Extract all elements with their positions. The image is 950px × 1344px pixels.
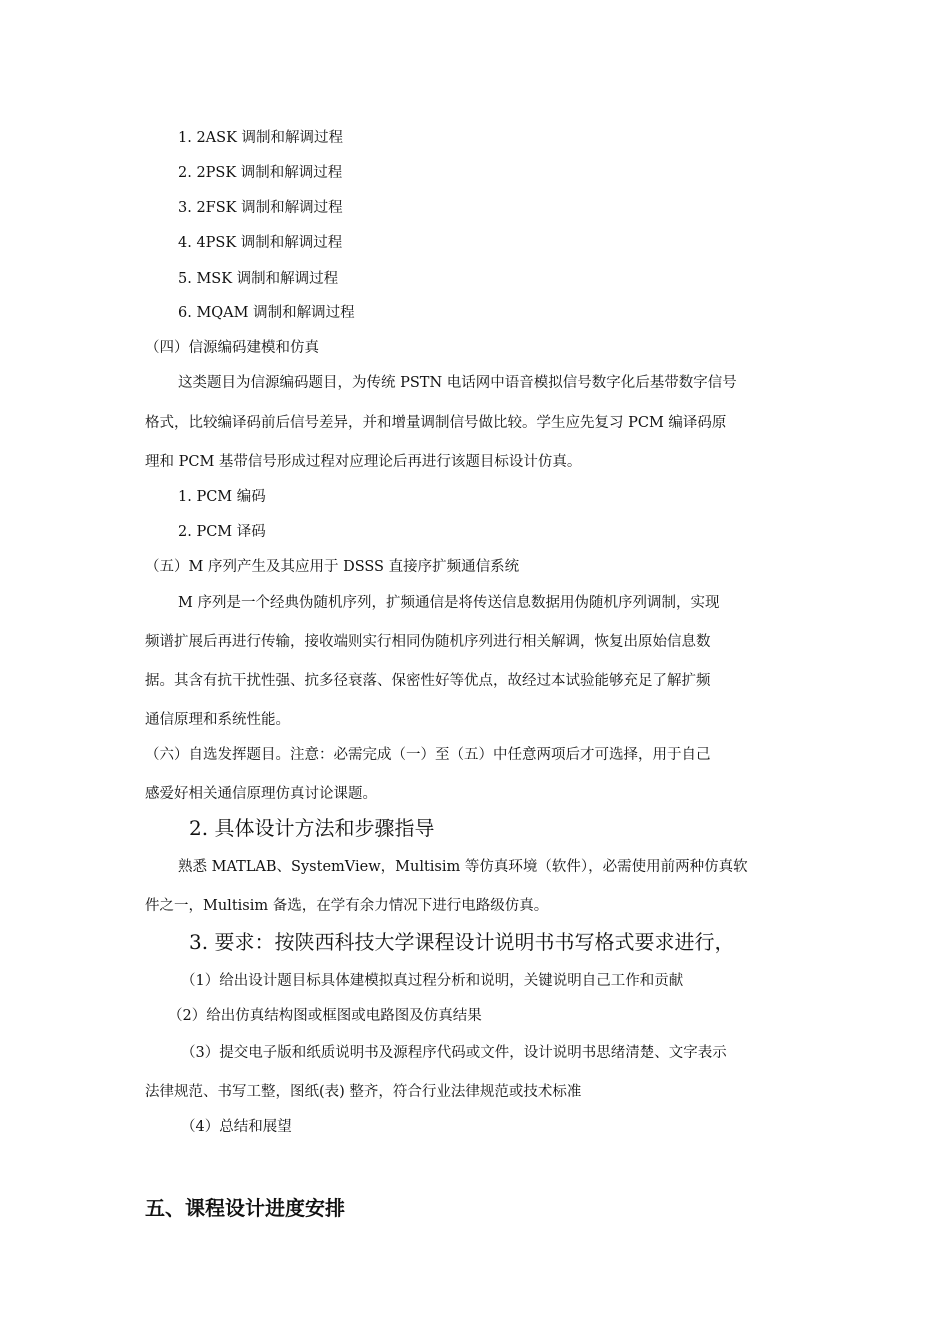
paragraph-line: 据。其含有抗干扰性强、抗多径衰落、保密性好等优点，故经过本试验能够充足了解扩频 [145, 673, 711, 689]
paragraph-line: 格式，比较编译码前后信号差异，并和增量调制信号做比较。学生应先复习 PCM 编译码原 [145, 415, 727, 431]
paragraph-line: 频谱扩展后再进行传输，接收端则实行相同伪随机序列进行相关解调，恢复出原始信息数 [145, 634, 711, 650]
paragraph-line: 通信原理和系统性能。 [145, 712, 290, 728]
list-item: （2）给出仿真结构图或框图或电路图及仿真结果 [168, 1008, 482, 1024]
section-title: 五、课程设计进度安排 [145, 1196, 345, 1220]
list-item: （1）给出设计题目标具体建模拟真过程分析和说明，关键说明自己工作和贡献 [181, 973, 684, 989]
list-item: （4）总结和展望 [181, 1119, 292, 1135]
paragraph-line: M 序列是一个经典伪随机序列，扩频通信是将传送信息数据用伪随机序列调制，实现 [178, 595, 720, 611]
paragraph-line: 这类题目为信源编码题目，为传统 PSTN 电话网中语音模拟信号数字化后基带数字信号 [178, 375, 737, 391]
list-item: 6. MQAM 调制和解调过程 [178, 305, 355, 321]
paragraph-line: （六）自选发挥题目。注意：必需完成（一）至（五）中任意两项后才可选择，用于自己 [145, 747, 711, 763]
paragraph-line: 件之一，Multisim 备选，在学有余力情况下进行电路级仿真。 [145, 898, 549, 914]
paragraph-line: 熟悉 MATLAB、SystemView，Multisim 等仿真环境（软件），必需使用前两种仿真软 [178, 859, 748, 875]
subsection-heading: 2. 具体设计方法和步骤指导 [189, 816, 435, 840]
list-item: 3. 2FSK 调制和解调过程 [178, 200, 343, 216]
subsection-heading: 3. 要求：按陕西科技大学课程设计说明书书写格式要求进行， [189, 930, 735, 954]
list-item: 2. PCM 译码 [178, 524, 266, 540]
paragraph-line: 理和 PCM 基带信号形成过程对应理论后再进行该题目标设计仿真。 [145, 454, 582, 470]
list-item: 5. MSK 调制和解调过程 [178, 271, 339, 287]
section-heading: （四）信源编码建模和仿真 [145, 340, 319, 356]
list-item: 4. 4PSK 调制和解调过程 [178, 235, 343, 251]
list-item: 1. 2ASK 调制和解调过程 [178, 130, 344, 146]
paragraph-line: 感爱好相关通信原理仿真讨论课题。 [145, 786, 377, 802]
paragraph-line: 法律规范、书写工整，图纸(表) 整齐，符合行业法律规范或技术标准 [145, 1084, 582, 1100]
list-item: 1. PCM 编码 [178, 489, 266, 505]
list-item: （3）提交电子版和纸质说明书及源程序代码或文件，设计说明书思绪清楚、文字表示 [181, 1045, 727, 1061]
list-item: 2. 2PSK 调制和解调过程 [178, 165, 343, 181]
section-heading: （五）M 序列产生及其应用于 DSSS 直接序扩频通信系统 [145, 559, 520, 575]
